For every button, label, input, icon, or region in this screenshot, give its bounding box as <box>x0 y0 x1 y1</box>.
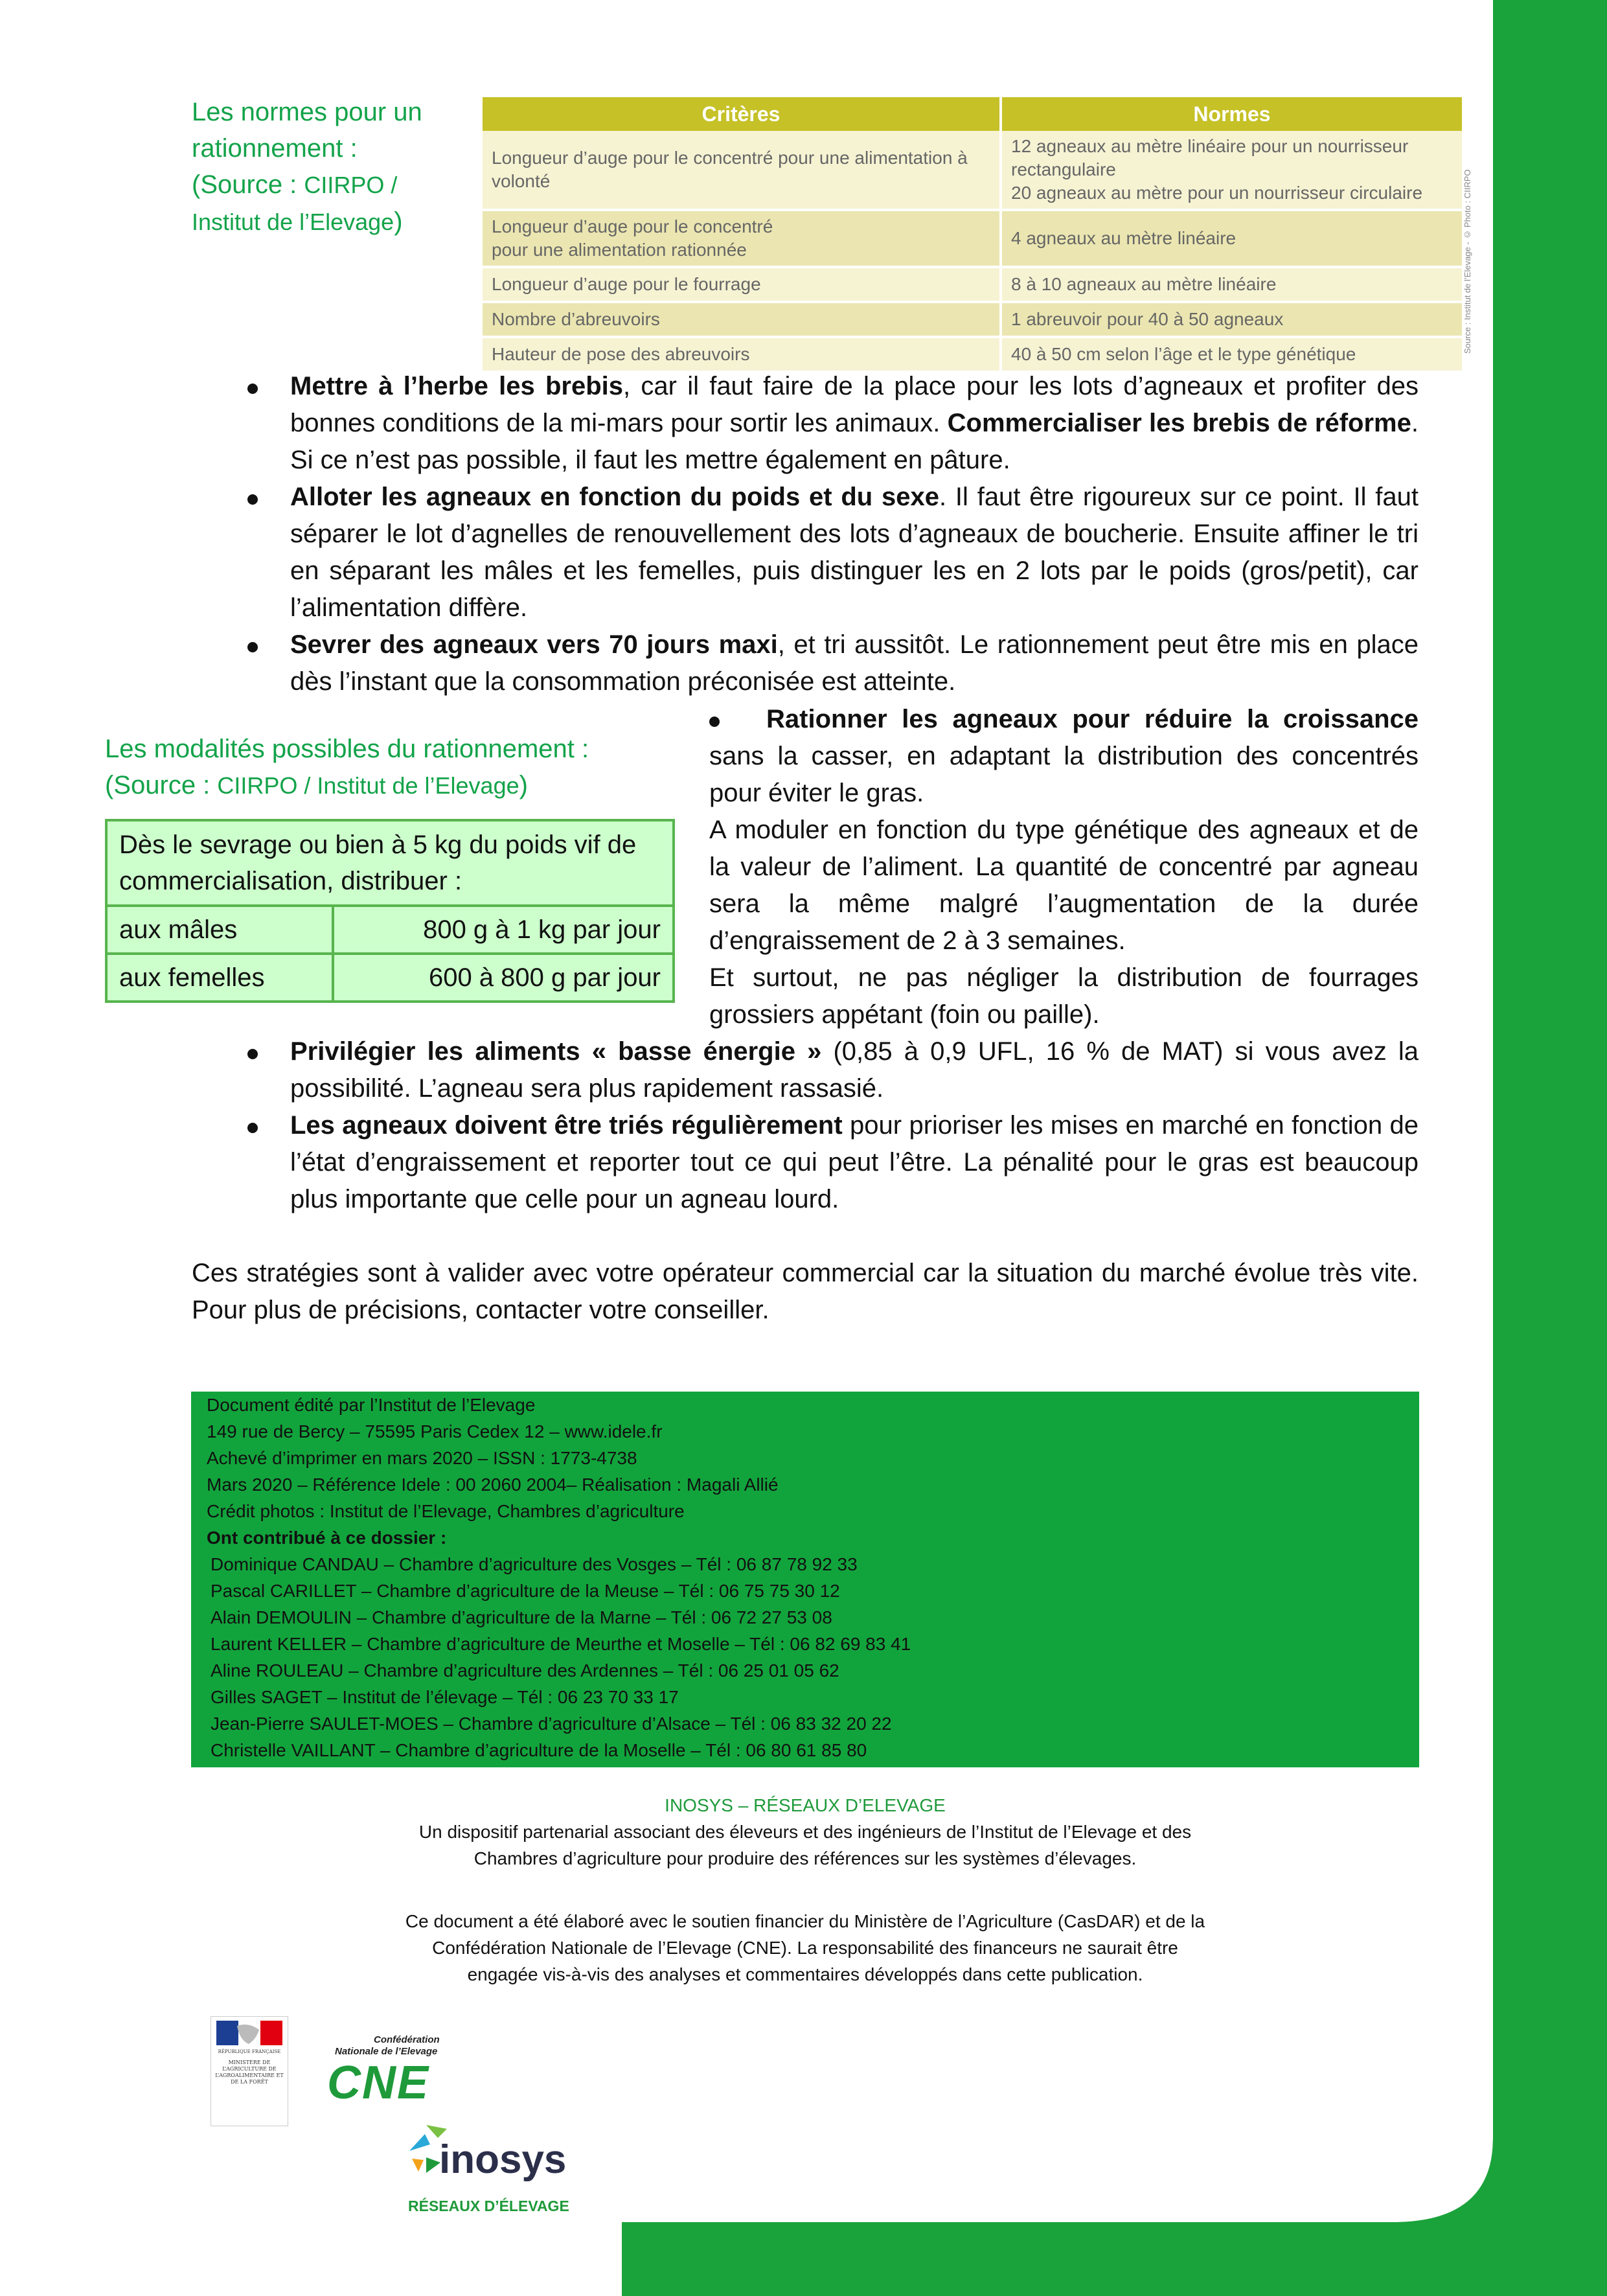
bullet-herbe-bold1: Mettre à l’herbe les brebis <box>290 372 624 400</box>
contributor-line: Gilles SAGET – Institut de l’élevage – Tél : 06 23 70 33 17 <box>211 1687 679 1707</box>
normes-header-row <box>483 97 1462 131</box>
sidenote-modalites-line2a: (Source : <box>105 771 218 799</box>
bullet-rationner <box>709 701 1419 812</box>
info-line: Crédit photos : Institut de l’Elevage, Chambres d’agriculture <box>207 1501 685 1521</box>
bullet-sevrer-text: , et tri aussitôt. Le rationnement peut être mis en place dès l’instant que la consommation préconisée est atteinte. <box>290 630 1419 696</box>
norme-cell: 4 agneaux au mètre linéaire <box>1001 210 1462 267</box>
bullet-rationner-text: sans la casser, en adaptant la distribution des concentrés pour éviter le gras. <box>709 742 1419 807</box>
contributor-line: Christelle VAILLANT – Chambre d’agriculture de la Moselle – Tél : 06 80 61 85 80 <box>211 1740 867 1760</box>
bullet-alloter <box>290 479 1419 626</box>
inosys-title: INOSYS – RÉSEAUX D’ELEVAGE <box>665 1795 946 1815</box>
ration-value-cell: 800 g à 1 kg par jour <box>333 906 674 954</box>
info-line: Mars 2020 – Référence Idele : 00 2060 2004– Réalisation : Magali Allié <box>207 1475 779 1495</box>
bullet-sevrer-bold: Sevrer des agneaux vers 70 jours maxi <box>290 630 778 659</box>
sidenote-modalites-line2 <box>105 767 688 804</box>
ration-label-cell: aux mâles <box>106 906 333 954</box>
bullet-herbe-text1: , car il faut faire de la place pour les lots d’agneaux et profiter des bonnes conditions de la mi-mars pour sortir les animaux. <box>290 372 1419 437</box>
bullet-basse-energie-bold: Privilégier les aliments « basse énergie » <box>290 1037 822 1066</box>
table-row <box>483 267 1462 302</box>
bullet-alloter-text: . Il faut être rigoureux sur ce point. Il faut séparer le lot d’agnelles de renouvellement des lots d’agneaux de boucherie. Ensuite affiner le tri en séparant les mâles et les femelles, puis distinguer les en 2 lots par le poids (gros/petit), car l’alimentation diffère. <box>290 483 1419 622</box>
bullet-herbe-text2: . Si ce n’est pas possible, il faut les mettre également en pâture. <box>290 409 1419 474</box>
ration-value-cell: 600 à 800 g par jour <box>333 954 674 1002</box>
contributor-line: Aline ROULEAU – Chambre d’agriculture des Ardennes – Tél : 06 25 01 05 62 <box>211 1660 839 1681</box>
cne-top1: Confédération <box>374 2034 440 2045</box>
table-row <box>106 906 674 954</box>
normes-table <box>483 97 1462 373</box>
sidenote-normes-line1: Les normes pour un <box>192 98 422 126</box>
funding-line3: engagée vis-à-vis des analyses et commentaires développés dans cette publication. <box>467 1964 1143 1984</box>
inosys-logo <box>400 2112 588 2225</box>
bullet-dot <box>247 384 258 394</box>
ministere-logo <box>211 2016 288 2126</box>
ration-head-row <box>106 820 674 906</box>
bullet-tries-text: pour prioriser les mises en marché en fonction de l’état d’engraissement et reporter tout ce qui peut l’être. La pénalité pour le gras est beaucoup plus importante que celle pour un agneau lourd. <box>290 1111 1419 1213</box>
sidenote-modalites-line2c: ) <box>519 771 528 799</box>
sidenote-modalites <box>105 731 688 804</box>
sidenote-normes-line3a: (Source : <box>192 170 304 199</box>
bullet-herbe <box>290 368 1419 479</box>
rationner-paragraph-moduler: A moduler en fonction du type génétique des agneaux et de la valeur de l’aliment. La quantité de concentré par agneau sera la même malgré l’augmentation de la durée d’engraissement de 2 à 3 semaines. <box>709 816 1419 955</box>
conclusion-paragraph: Ces stratégies sont à valider avec votre opérateur commercial car la situation du marché évolue très vite. Pour plus de précisions, contacter votre conseiller. <box>192 1259 1419 1324</box>
normes-header-normes: Normes <box>1001 97 1462 131</box>
inosys-line1: Un dispositif partenarial associant des éleveurs et des ingénieurs de l’Institut de l’Elevage et des <box>418 1822 1192 1842</box>
bullet-basse-energie <box>290 1033 1419 1107</box>
inosys-line2: Chambres d’agriculture pour produire des références sur les systèmes d’élevages. <box>473 1848 1137 1868</box>
table-row <box>483 337 1462 372</box>
table-row <box>483 210 1462 267</box>
bullet-rationner-bold: Rationner les agneaux pour réduire la croissance <box>766 705 1419 733</box>
sidenote-normes-line4 <box>192 203 464 240</box>
norme-cell: 8 à 10 agneaux au mètre linéaire <box>1001 267 1462 302</box>
bullet-dot <box>247 642 258 652</box>
green-side-band <box>1493 0 1607 2222</box>
info-line: Document édité par l’Institut de l’Elevage <box>207 1395 536 1415</box>
contributor-line: Laurent KELLER – Chambre d’agriculture de Meurthe et Moselle – Tél : 06 82 69 83 41 <box>211 1634 911 1654</box>
ministere-text: MINISTÈRE DE L’AGRICULTURE DE L’AGROALIMENTAIRE ET DE LA FORÊT <box>215 2060 284 2085</box>
sidenote-normes-line4b: ) <box>394 207 403 236</box>
sidenote-modalites-line2b: CIIRPO / Institut de l’Elevage <box>217 772 519 799</box>
contributor-line: Pascal CARILLET – Chambre d’agriculture de la Meuse – Tél : 06 75 75 30 12 <box>211 1581 840 1601</box>
publication-info-box <box>191 1392 1419 1767</box>
normes-header-criteres: Critères <box>483 97 1001 131</box>
sidenote-normes-line4a: Institut de l’Elevage <box>192 209 394 235</box>
inosys-wordmark: inosys <box>439 2137 567 2182</box>
cne-logo <box>327 2034 463 2109</box>
sidenote-normes <box>192 94 464 240</box>
rep-fr-text: RÉPUBLIQUE FRANÇAISE <box>218 2049 281 2054</box>
info-line: Achevé d’imprimer en mars 2020 – ISSN : 1773-4738 <box>207 1448 637 1468</box>
bullet-sevrer <box>290 626 1419 700</box>
critere-cell: Nombre d’abreuvoirs <box>483 302 1001 337</box>
critere-cell: Longueur d’auge pour le fourrage <box>483 267 1001 302</box>
funding-line1: Ce document a été élaboré avec le soutien financier du Ministère de l’Agriculture (CasDAR) et de la <box>405 1911 1205 1931</box>
norme-cell: 40 à 50 cm selon l’âge et le type génétique <box>1001 337 1462 372</box>
rationner-paragraph-fourrages: Et surtout, ne pas négliger la distribution de fourrages grossiers appétant (foin ou paille). <box>709 963 1419 1029</box>
critere-cell: Longueur d’auge pour le concentré pour une alimentation à volonté <box>483 131 1001 210</box>
bullet-herbe-bold2: Commercialiser les brebis de réforme <box>947 409 1411 437</box>
bullet-alloter-bold: Alloter les agneaux en fonction du poids et du sexe <box>290 483 940 511</box>
cne-top2: Nationale de l’Elevage <box>335 2046 438 2057</box>
table-row <box>106 954 674 1002</box>
sidenote-normes-line3b: CIIRPO / <box>304 172 398 198</box>
bullet-tries <box>290 1107 1419 1218</box>
table-row <box>483 302 1462 337</box>
critere-cell: Longueur d’auge pour le concentré pour une alimentation rationnée <box>483 210 1001 267</box>
funding-line2: Confédération Nationale de l’Elevage (CNE). La responsabilité des financeurs ne saurait être <box>432 1938 1178 1958</box>
contributors-title: Ont contribué à ce dossier : <box>207 1528 447 1548</box>
normes-source-note: Source : Institut de l’Elevage - © Photo : CIIRPO <box>1463 169 1472 354</box>
sidenote-normes-line3 <box>192 166 464 203</box>
cne-text: CNE <box>327 2057 430 2109</box>
bullet-dot <box>247 494 258 505</box>
contributor-line: Alain DEMOULIN – Chambre d’agriculture de la Marne – Tél : 06 72 27 53 08 <box>211 1607 832 1627</box>
norme-cell: 1 abreuvoir pour 40 à 50 agneaux <box>1001 302 1462 337</box>
bullet-dot <box>247 1049 258 1059</box>
ration-head-cell: Dès le sevrage ou bien à 5 kg du poids vif de commercialisation, distribuer : <box>106 820 674 906</box>
inosys-subtitle: RÉSEAUX D’ÉLEVAGE <box>408 2198 569 2214</box>
sidenote-normes-line2: rationnement : <box>192 134 358 163</box>
info-line: 149 rue de Bercy – 75595 Paris Cedex 12 – www.idele.fr <box>207 1421 663 1441</box>
ration-label-cell: aux femelles <box>106 954 333 1002</box>
bullet-basse-energie-text: (0,85 à 0,9 UFL, 16 % de MAT) si vous avez la possibilité. L’agneau sera plus rapidement rassasié. <box>290 1037 1419 1103</box>
table-row <box>483 131 1462 210</box>
critere-cell: Hauteur de pose des abreuvoirs <box>483 337 1001 372</box>
ration-table <box>105 819 675 1003</box>
contributor-line: Dominique CANDAU – Chambre d’agriculture des Vosges – Tél : 06 87 78 92 33 <box>211 1554 858 1574</box>
marianne-icon <box>211 2017 288 2126</box>
contributor-line: Jean-Pierre SAULET-MOES – Chambre d’agriculture d’Alsace – Tél : 06 83 32 20 22 <box>211 1714 892 1734</box>
bullet-tries-bold: Les agneaux doivent être triés régulièrement <box>290 1111 843 1140</box>
bullet-dot <box>247 1123 258 1133</box>
sidenote-modalites-line1: Les modalités possibles du rationnement : <box>105 735 589 763</box>
norme-cell: 12 agneaux au mètre linéaire pour un nourrisseur rectangulaire 20 agneaux au mètre pour un nourrisseur circulaire <box>1001 131 1462 210</box>
